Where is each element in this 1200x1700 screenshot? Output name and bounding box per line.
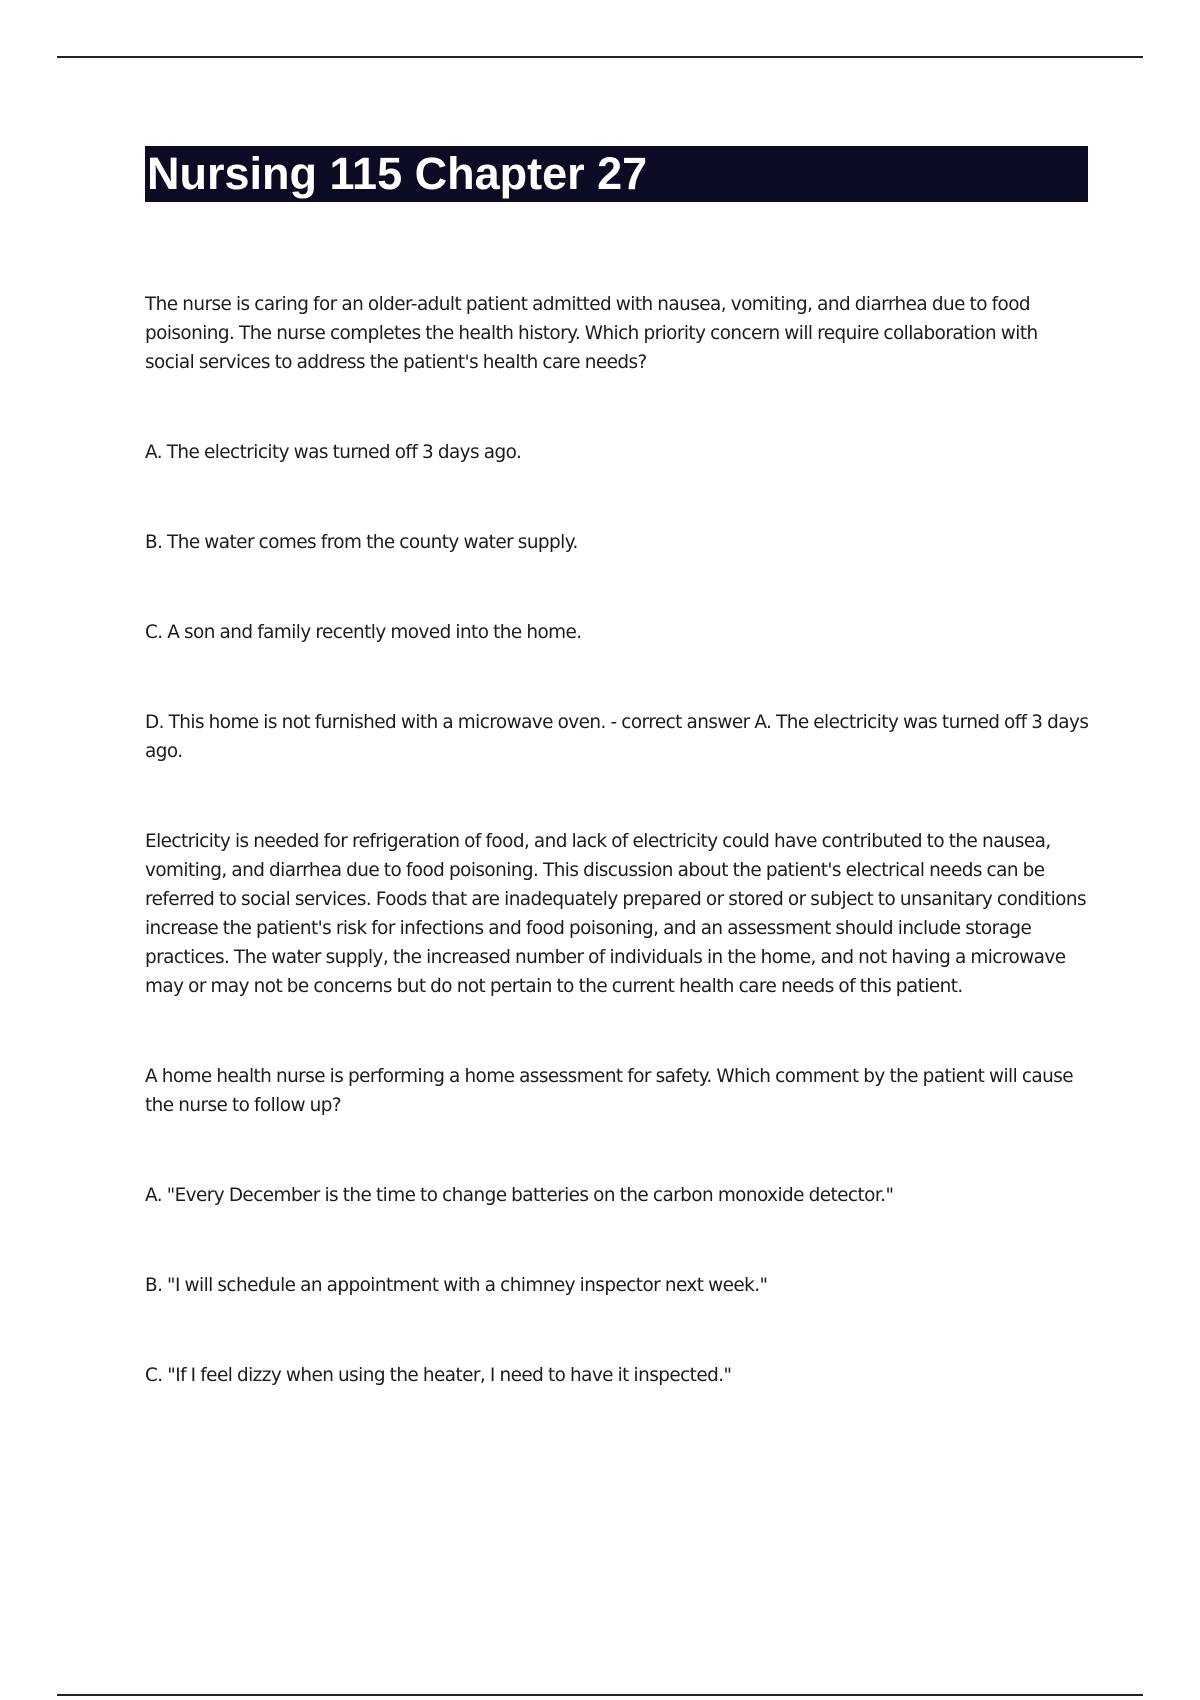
question-1-option-d-answer: D. This home is not furnished with a microwave oven. - correct answer A. The electricity was turned off 3 days ago. (145, 712, 1089, 762)
question-2-stem: A home health nurse is performing a home assessment for safety. Which comment by the patient will cause the nurse to follow up? (145, 1066, 1074, 1116)
document-body (145, 290, 1090, 1390)
top-divider (57, 56, 1143, 58)
question-1-option-b: B. The water comes from the county water supply. (145, 532, 578, 553)
question-2-option-a: A. "Every December is the time to change batteries on the carbon monoxide detector." (145, 1185, 894, 1206)
question-1-stem: The nurse is caring for an older-adult patient admitted with nausea, vomiting, and diarrhea due to food poisoning. The nurse completes the health history. Which priority concern will require collaboration with social services to address the patient's health care needs? (145, 294, 1038, 373)
page-title: Nursing 115 Chapter 27 (147, 148, 648, 199)
title-banner (145, 146, 1088, 202)
question-2-option-c: C. "If I feel dizzy when using the heater, I need to have it inspected." (145, 1365, 732, 1386)
question-1-rationale: Electricity is needed for refrigeration of food, and lack of electricity could have contributed to the nausea, vomiting, and diarrhea due to food poisoning. This discussion about the patient's electrical needs can be referred to social services. Foods that are inadequately prepared or stored or subject to unsanitary conditions increase the patient's risk for infections and food poisoning, and an assessment should include storage practices. The water supply, the increased number of individuals in the home, and not having a microwave may or may not be concerns but do not pertain to the current health care needs of this patient. (145, 831, 1087, 997)
question-1-option-a: A. The electricity was turned off 3 days ago. (145, 442, 522, 463)
bottom-divider (57, 1694, 1143, 1696)
question-2-option-b: B. "I will schedule an appointment with a chimney inspector next week." (145, 1275, 768, 1296)
question-1-option-c: C. A son and family recently moved into the home. (145, 622, 582, 643)
